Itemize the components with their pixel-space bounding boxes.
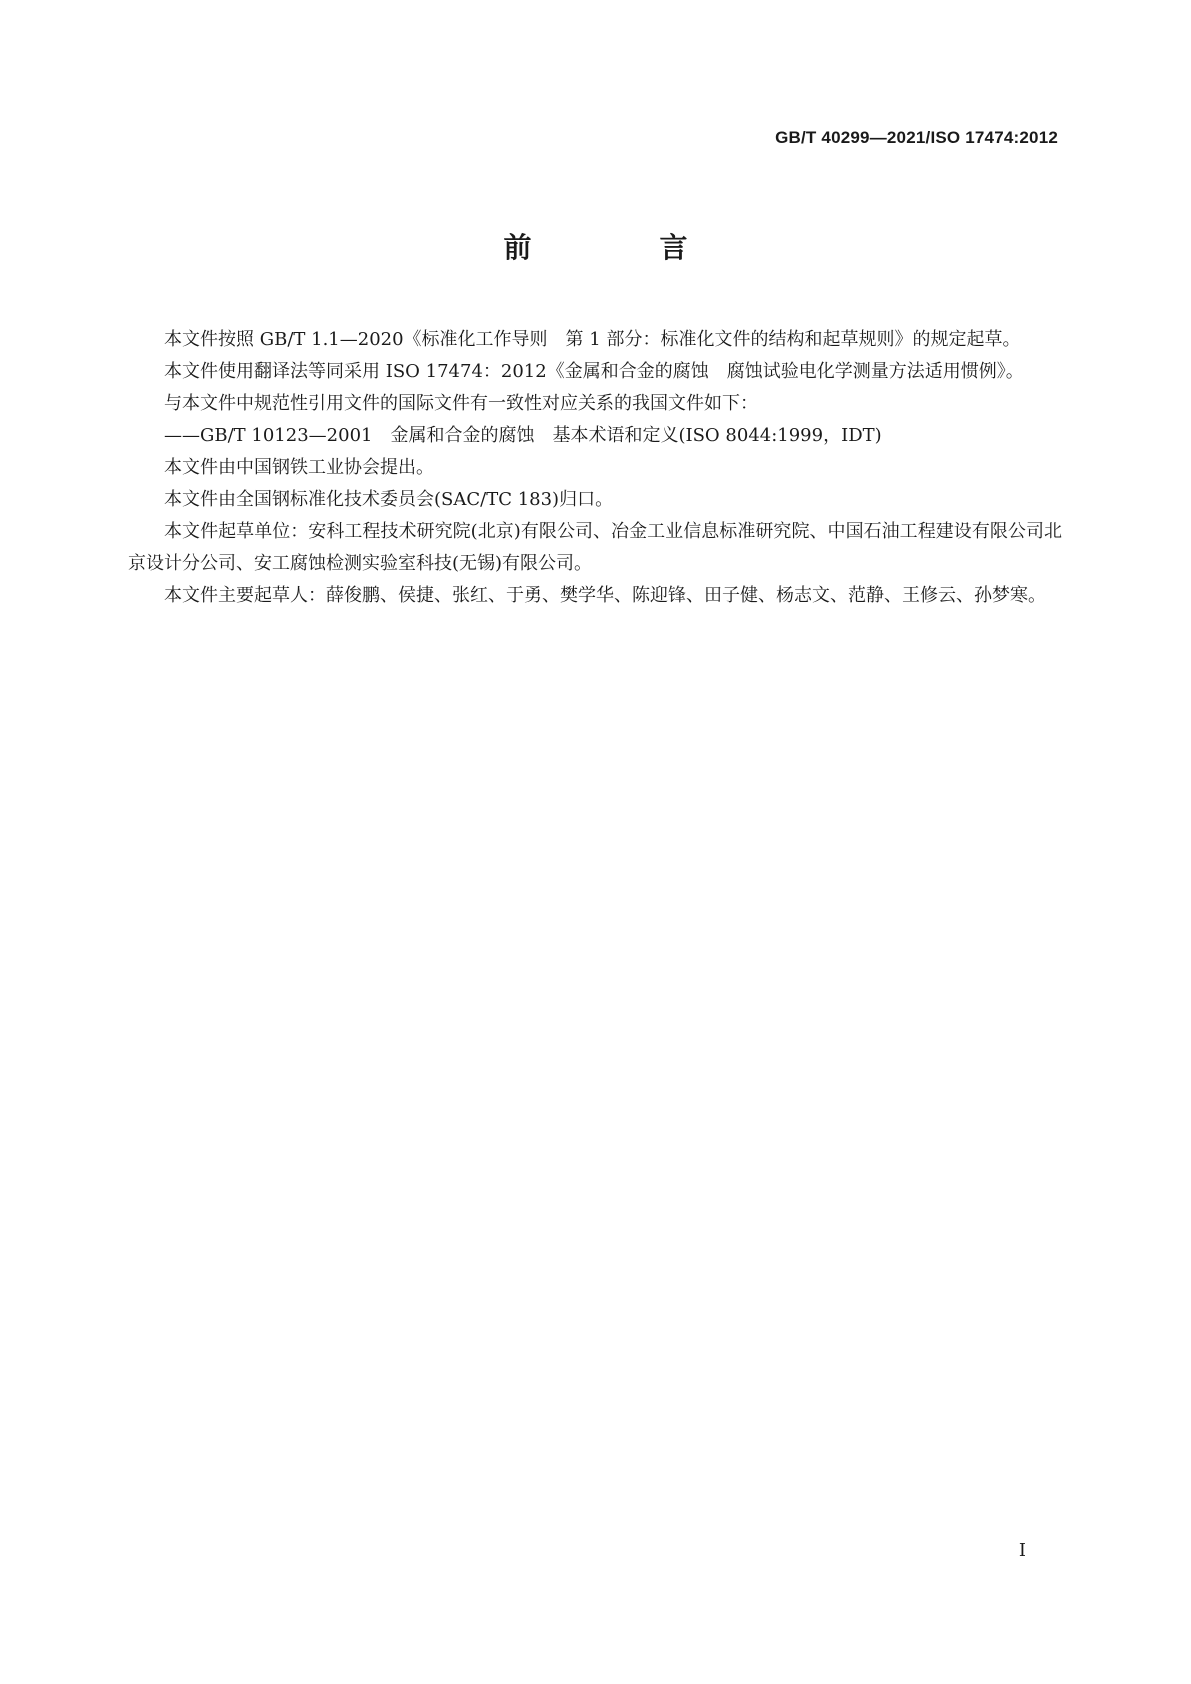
paragraph-reference-item: ——GB/T 10123—2001 金属和合金的腐蚀 基本术语和定义(ISO 8044:1999，IDT) (164, 425, 882, 446)
page-number: I (1018, 1540, 1026, 1561)
paragraph-proposed-by: 本文件由中国钢铁工业协会提出。 (164, 457, 434, 478)
section-title: 前 言 (503, 231, 738, 264)
paragraph-administered-by: 本文件由全国钢标准化技术委员会(SAC/TC 183)归口。 (164, 489, 614, 510)
paragraph-drafting-rules: 本文件按照 GB/T 1.1—2020《标准化工作导则 第 1 部分：标准化文件的结构和起草规则》的规定起草。 (164, 329, 1021, 350)
paragraph-drafting-units: 本文件起草单位：安科工程技术研究院(北京)有限公司、冶金工业信息标准研究院、中国石油工程建设有限公司北京设计分公司、安工腐蚀检测实验室科技(无锡)有限公司。 (128, 521, 1062, 574)
standard-code: GB/T 40299—2021/ISO 17474:2012 (775, 128, 1058, 147)
foreword-body (128, 324, 1062, 612)
paragraph-iso-adoption: 本文件使用翻译法等同采用 ISO 17474：2012《金属和合金的腐蚀 腐蚀试验电化学测量方法适用惯例》。 (164, 361, 1024, 382)
paragraph-drafters: 本文件主要起草人：薛俊鹏、侯捷、张红、于勇、樊学华、陈迎锋、田子健、杨志文、范静、王修云、孙梦寒。 (164, 585, 1046, 606)
paragraph-reference-intro: 与本文件中规范性引用文件的国际文件有一致性对应关系的我国文件如下： (164, 393, 758, 414)
